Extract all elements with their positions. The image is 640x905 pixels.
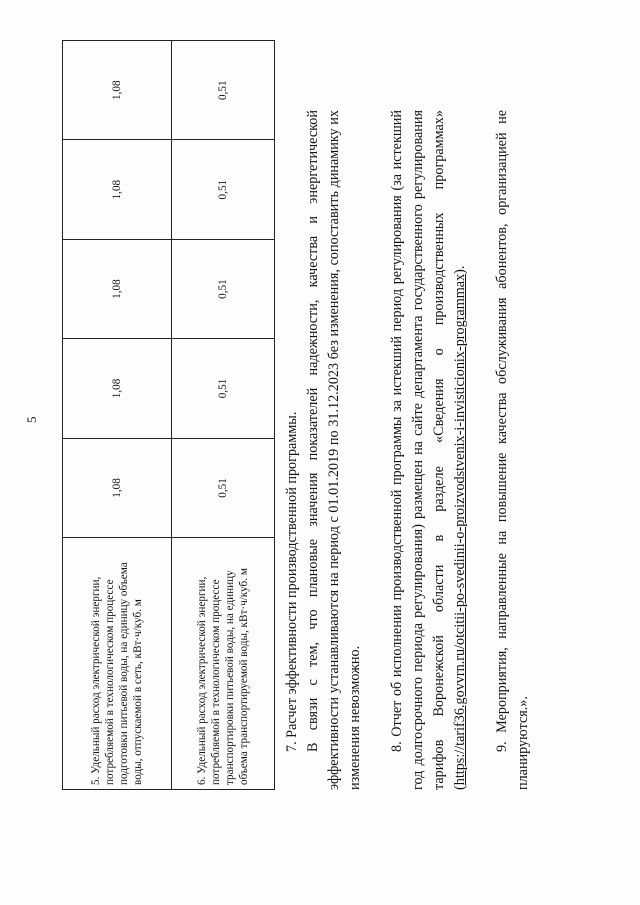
table-cell-value: 1,08 — [63, 339, 172, 438]
table-cell-description: 6. Удельный расход электрической энергии, потребляемой в технологическом процессе транспортировки питьевой воды, на единицу объема транспортируемой воды, кВт·ч/куб. м — [172, 538, 275, 790]
section-7-heading: 7. Расчет эффективности производственной программы. — [284, 411, 300, 752]
section-9-paragraph: 9. Мероприятия, направленные на повышение качества обслуживания абонентов, организацией не планируются.». — [494, 110, 531, 790]
table-cell-value: 1,08 — [63, 239, 172, 338]
table-cell-value: 0,51 — [172, 239, 275, 338]
document-body — [282, 110, 534, 790]
section-8-text-end: ). — [452, 265, 468, 274]
table-cell-value: 0,51 — [172, 140, 275, 239]
table-cell-description: 5. Удельный расход электрической энергии, потребляемой в технологическом процессе подготовки питьевой воды, на единицу объема воды, отпускаемой в сеть, кВт·ч/куб. м — [63, 538, 172, 790]
table-cell-value: 0,51 — [172, 438, 275, 537]
table-row — [172, 41, 275, 790]
table-cell-value: 1,08 — [63, 438, 172, 537]
table-cell-value: 1,08 — [63, 140, 172, 239]
section-8-paragraph — [387, 110, 471, 790]
report-link[interactable]: https://tarif36.govvrn.ru/otcitii-po-svedinii-o-proizvodstvenix-i-invisticionix-programmax — [452, 273, 468, 786]
section-8-text: 8. Отчет об исполнении производственной программы за истекший период регулирования (за истекший год долгосрочного периода регулирования) размещен на сайте департамента государственного регулирования тарифов Воронежской области в разделе «Сведения о производственных программах» ( — [389, 110, 468, 790]
page-number: 5 — [24, 416, 39, 423]
table-cell-value: 0,51 — [172, 41, 275, 140]
table-cell-value: 1,08 — [63, 41, 172, 140]
rotated-content — [20, 40, 620, 885]
table-cell-value: 0,51 — [172, 339, 275, 438]
section-7-paragraph: В связи с тем, что плановые значения показателей надежности, качества и энергетической эффективности устанавливаются на период с 01.01.2019 по 31.12.2023 без изменения, сопоставить динамику их изменения невозможно. — [305, 110, 363, 790]
indicators-table — [62, 40, 275, 790]
table-row — [63, 41, 172, 790]
